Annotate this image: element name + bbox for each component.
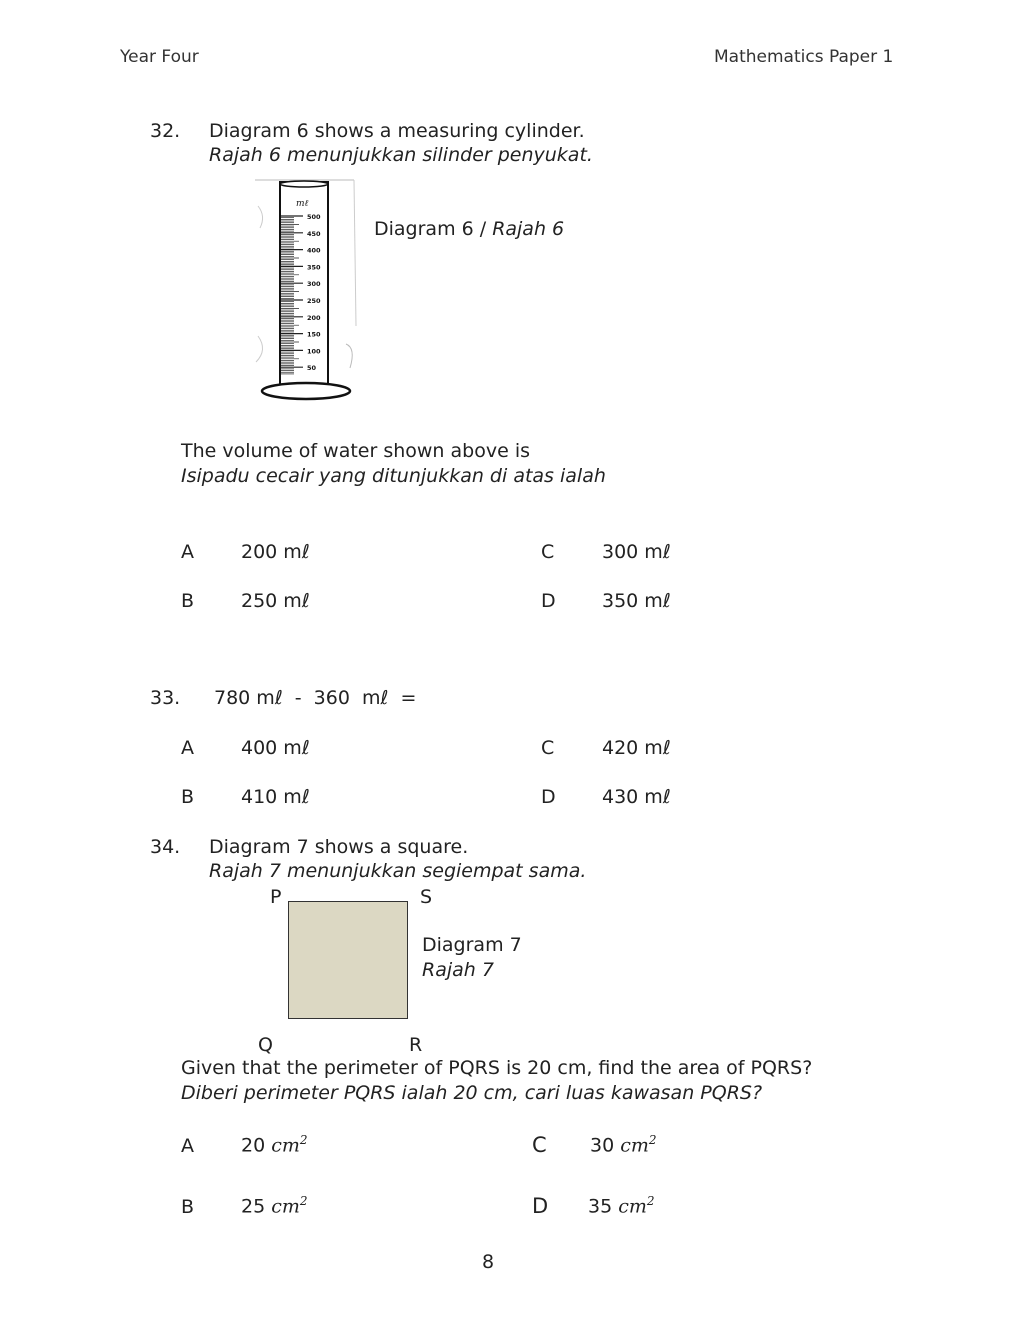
- q34-unit: cm: [271, 1134, 300, 1157]
- q33-option-b-letter[interactable]: B: [181, 786, 195, 808]
- q33-option-c-letter[interactable]: C: [541, 737, 555, 759]
- q34-prompt-en: Given that the perimeter of PQRS is 20 cm, find the area of PQRS?: [181, 1057, 813, 1079]
- vertex-s-label: S: [420, 886, 433, 908]
- cylinder-tick-label: 50: [307, 364, 317, 373]
- q34-option-b-letter[interactable]: B: [181, 1196, 195, 1218]
- q32-text-ms: Rajah 6 menunjukkan silinder penyukat.: [209, 144, 593, 166]
- q32-text-en: Diagram 6 shows a measuring cylinder.: [209, 120, 585, 142]
- cylinder-tick-label: 450: [307, 229, 321, 238]
- q33-option-c-value[interactable]: 420 mℓ: [602, 737, 671, 759]
- q33-option-a-letter[interactable]: A: [181, 737, 194, 759]
- diagram6-label-en: Diagram 6 /: [374, 218, 493, 240]
- q34-number: 34.: [150, 836, 181, 858]
- q32-option-d-value[interactable]: 350 mℓ: [602, 590, 671, 612]
- cylinder-tick-label: 200: [307, 313, 321, 322]
- q33-expression: 780 mℓ - 360 mℓ =: [214, 687, 417, 709]
- cylinder-tick-label: 350: [307, 263, 321, 272]
- cylinder-base: [262, 383, 350, 399]
- q34-option-c-value: 30: [590, 1134, 615, 1157]
- q33-option-b-value[interactable]: 410 mℓ: [241, 786, 310, 808]
- q34-text-en: Diagram 7 shows a square.: [209, 836, 469, 858]
- scan-artifact-line: [354, 180, 356, 326]
- q32-option-c-letter[interactable]: C: [541, 541, 555, 563]
- vertex-q-label: Q: [258, 1034, 273, 1056]
- q32-option-a-value[interactable]: 200 mℓ: [241, 541, 310, 563]
- q34-exponent: 2: [299, 1133, 308, 1147]
- cylinder-tick-label: 300: [307, 280, 321, 289]
- q34-exponent: 2: [299, 1194, 308, 1208]
- q32-option-b-value[interactable]: 250 mℓ: [241, 590, 310, 612]
- scan-artifact-mark: [256, 336, 263, 362]
- cylinder-tick-label: 500: [307, 213, 321, 221]
- q34-prompt-ms: Diberi perimeter PQRS ialah 20 cm, cari luas kawasan PQRS?: [181, 1082, 763, 1104]
- q34-option-b-value: 25: [241, 1195, 266, 1218]
- q34-option-a-letter[interactable]: A: [181, 1135, 194, 1157]
- q33-option-d-value[interactable]: 430 mℓ: [602, 786, 671, 808]
- vertex-r-label: R: [409, 1034, 423, 1056]
- header-left: Year Four: [120, 47, 199, 67]
- diagram7-label-ms: Rajah 7: [422, 959, 494, 981]
- q33-option-d-letter[interactable]: D: [541, 786, 556, 808]
- square-pqrs: [288, 901, 408, 1019]
- cylinder-unit: mℓ: [296, 199, 309, 209]
- q34-option-b-value-wrap[interactable]: [241, 1194, 308, 1217]
- q32-option-a-letter[interactable]: A: [181, 541, 194, 563]
- q34-option-c-value-wrap[interactable]: [590, 1133, 657, 1156]
- cylinder-rim: [280, 181, 328, 187]
- q32-number: 32.: [150, 120, 181, 142]
- q34-option-c-letter[interactable]: C: [532, 1133, 547, 1157]
- q32-option-d-letter[interactable]: D: [541, 590, 556, 612]
- scan-artifact-mark: [258, 206, 263, 228]
- q33-option-a-value[interactable]: 400 mℓ: [241, 737, 310, 759]
- q34-unit: cm: [271, 1195, 300, 1218]
- cylinder-tick-label: 400: [307, 246, 321, 255]
- page-number: 8: [482, 1251, 495, 1273]
- q32-prompt-en: The volume of water shown above is: [181, 440, 530, 462]
- vertex-p-label: P: [270, 886, 282, 908]
- q34-exponent: 2: [648, 1133, 657, 1147]
- diagram7-label-en: Diagram 7: [422, 934, 522, 956]
- q34-option-a-value: 20: [241, 1134, 266, 1157]
- q32-option-b-letter[interactable]: B: [181, 590, 195, 612]
- header-right: Mathematics Paper 1: [714, 47, 894, 67]
- measuring-cylinder-diagram: [250, 176, 362, 406]
- diagram6-caption: [374, 218, 564, 240]
- scan-artifact-mark: [346, 344, 352, 368]
- cylinder-tick-label: 250: [307, 297, 321, 305]
- q32-option-c-value[interactable]: 300 mℓ: [602, 541, 671, 563]
- diagram6-label-ms: Rajah 6: [492, 218, 565, 240]
- q34-text-ms: Rajah 7 menunjukkan segiempat sama.: [209, 860, 587, 882]
- cylinder-tick-label: 100: [307, 347, 321, 356]
- q34-option-d-value-wrap[interactable]: [588, 1194, 655, 1217]
- q32-prompt-ms: Isipadu cecair yang ditunjukkan di atas ialah: [181, 465, 606, 487]
- q33-number: 33.: [150, 687, 181, 709]
- cylinder-tick-label: 150: [307, 330, 321, 339]
- q34-option-a-value-wrap[interactable]: [241, 1133, 308, 1156]
- q34-option-d-letter[interactable]: D: [532, 1194, 549, 1218]
- q34-exponent: 2: [646, 1194, 655, 1208]
- q34-unit: cm: [618, 1195, 647, 1218]
- q34-option-d-value: 35: [588, 1195, 613, 1218]
- q34-unit: cm: [620, 1134, 649, 1157]
